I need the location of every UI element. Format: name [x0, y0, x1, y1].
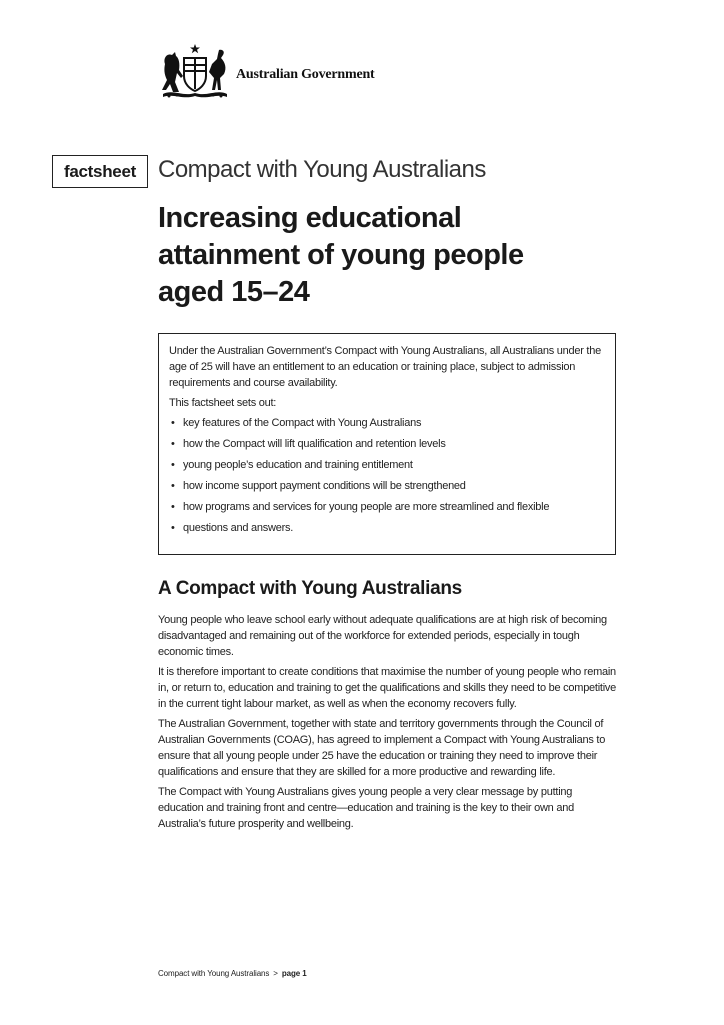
list-item: • how programs and services for young people are more streamlined and flexible: [169, 499, 605, 515]
list-item: • questions and answers.: [169, 520, 605, 536]
footer-separator: >: [273, 969, 278, 978]
paragraph: It is therefore important to create conditions that maximise the number of young people who remain in, or return to, education and training to get the qualifications and skills they need to be competitive in the current tight labour market, as well as when the economy recovers fully.: [158, 666, 617, 710]
title-line: Increasing educational: [158, 202, 462, 234]
logo-text: Australian Government: [236, 67, 375, 82]
government-logo: [157, 42, 387, 102]
series-title: Compact with Young Australians: [158, 156, 486, 183]
list-item: • how the Compact will lift qualification and retention levels: [169, 436, 605, 452]
paragraph: The Australian Government, together with state and territory governments through the Council of Australian Governments (COAG), has agreed to implement a Compact with Young Australians to ensure that all young people under 25 have the education or training they need to improve their qualifications and ensure that they are skilled for a more productive and rewarding life.: [158, 718, 606, 778]
paragraph: The Compact with Young Australians gives young people a very clear message by putting education and training front and centre—education and training is the key to their own and Australia’s future prosperity and wellbeing.: [158, 786, 574, 830]
page-title: [158, 200, 618, 311]
section-heading: A Compact with Young Australians: [158, 578, 462, 599]
list-item: • how income support payment conditions will be strengthened: [169, 478, 605, 494]
summary-list: [169, 415, 605, 536]
summary-intro: Under the Australian Government’s Compact with Young Australians, all Australians under the age of 25 will have an entitlement to an education or training place, subject to admission requirements and course availability.: [169, 345, 601, 389]
coat-of-arms-icon: [157, 42, 232, 100]
page-number: page 1: [281, 969, 307, 978]
summary-lead: This factsheet sets out:: [169, 397, 277, 409]
list-item: • key features of the Compact with Young Australians: [169, 415, 605, 431]
list-item: • young people’s education and training entitlement: [169, 457, 605, 473]
page-footer: [158, 969, 307, 978]
paragraph: Young people who leave school early without adequate qualifications are at high risk of becoming disadvantaged and remaining out of the workforce for extended periods, especially in tough economic times.: [158, 614, 607, 658]
factsheet-tag: factsheet: [52, 155, 148, 188]
title-line: attainment of young people: [158, 239, 524, 271]
footer-doc-title: Compact with Young Australians: [158, 969, 270, 978]
section-body: [158, 612, 618, 836]
summary-box: [158, 333, 616, 555]
title-line: aged 15–24: [158, 276, 310, 308]
